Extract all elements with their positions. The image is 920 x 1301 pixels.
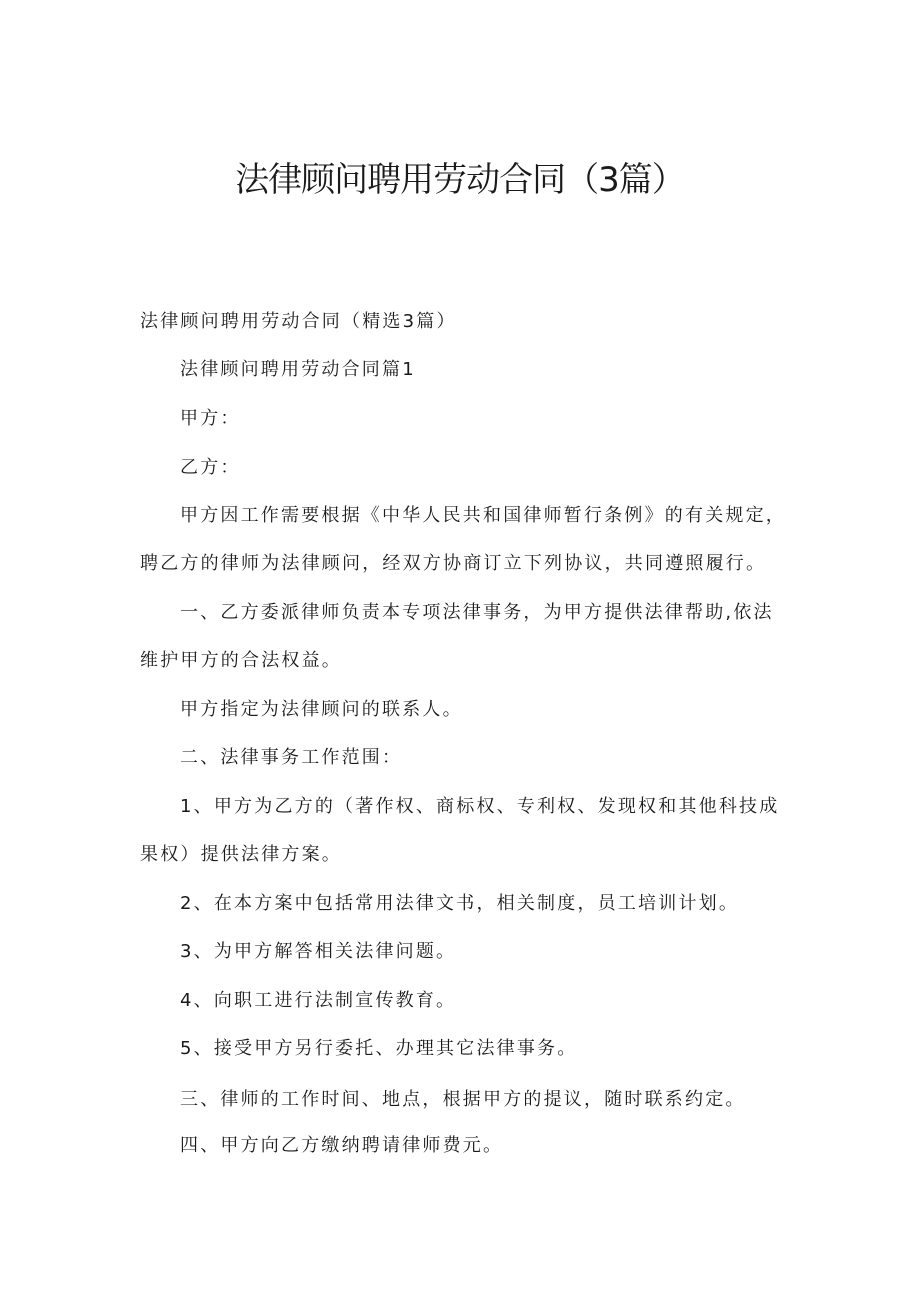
scope-item-1-line-1: 1、甲方为乙方的（著作权、商标权、专利权、发现权和其他科技成	[180, 796, 780, 817]
scope-item-2: 2、在本方案中包括常用法律文书，相关制度，员工培训计划。	[180, 893, 740, 914]
scope-item-1-line-2: 果权）提供法律方案。	[140, 844, 342, 865]
clause-4: 四、甲方向乙方缴纳聘请律师费元。	[180, 1135, 504, 1156]
document-title: 法律顾问聘用劳动合同（3篇）	[235, 160, 685, 200]
clause-3: 三、律师的工作时间、地点，根据甲方的提议，随时联系约定。	[180, 1089, 746, 1110]
intro-paragraph-line-2: 聘乙方的律师为法律顾问，经双方协商订立下列协议，共同遵照履行。	[140, 553, 767, 574]
clause-2-heading: 二、法律事务工作范围：	[180, 747, 403, 768]
intro-paragraph-line-1: 甲方因工作需要根据《中华人民共和国律师暂行条例》的有关规定，	[180, 505, 786, 526]
party-b-label: 乙方：	[180, 457, 241, 478]
party-a-label: 甲方：	[180, 408, 241, 429]
contact-person-line: 甲方指定为法律顾问的联系人。	[180, 699, 463, 720]
section-heading: 法律顾问聘用劳动合同篇1	[180, 359, 416, 380]
scope-item-3: 3、为甲方解答相关法律问题。	[180, 941, 457, 962]
clause-1-line-1: 一、乙方委派律师负责本专项法律事务，为甲方提供法律帮助,依法	[180, 602, 774, 623]
clause-1-line-2: 维护甲方的合法权益。	[140, 650, 342, 671]
scope-item-5: 5、接受甲方另行委托、办理其它法律事务。	[180, 1038, 578, 1059]
scope-item-4: 4、向职工进行法制宣传教育。	[180, 990, 457, 1011]
document-subtitle: 法律顾问聘用劳动合同（精选3篇）	[140, 311, 457, 332]
